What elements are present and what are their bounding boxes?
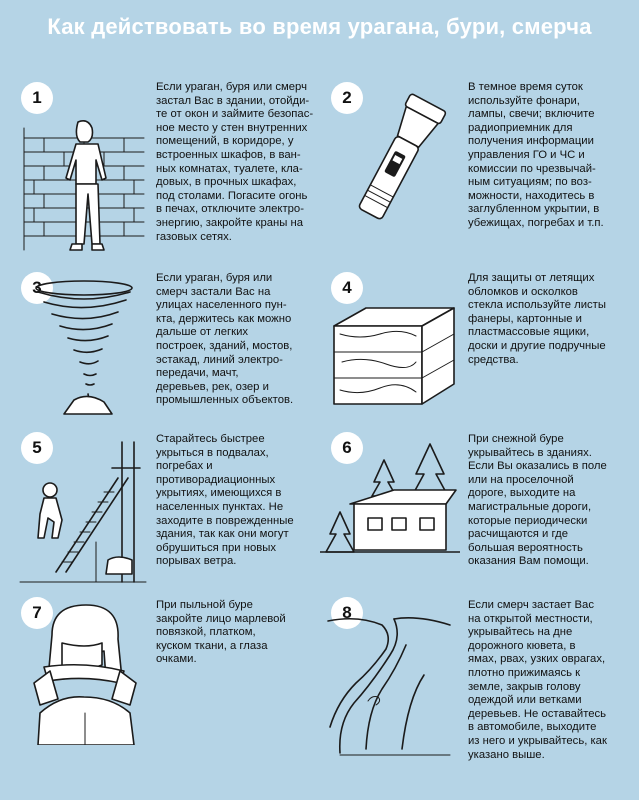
snowy-house-icon <box>320 440 460 558</box>
item-number: 2 <box>331 82 363 114</box>
ravine-icon <box>324 605 456 761</box>
item-number: 1 <box>21 82 53 114</box>
item-text: Если ураган, буря или смерч застал Вас в здании, отойди- те от окон и займите безопас- ное место у стен внутренних помещений, в коридоре, у встроенных шкафов, в ван- ных комнатах, туалете, кла- довых, в прочных шкафах, под столами. Погасите огонь в печах, отключите электро- энергию, закройте краны на газовых сетях. <box>156 81 314 243</box>
item-text: Для защиты от летящих обломков и осколков стекла используйте листы фанеры, картонные и пластмассовые ящики, доски и другие подручные средства. <box>468 272 606 366</box>
wooden-box-icon <box>330 302 460 412</box>
item-number: 6 <box>331 432 363 464</box>
page-title: Как действовать во время урагана, бури, смерча <box>47 14 592 39</box>
item-text: Если смерч застает Вас на открытой местности, укрывайтесь на дне дорожного кювета, в ямах, рвах, узких оврагах, плотно прижимаясь к земле, закрыв голову одеждой или ветками деревьев. Не оставайтесь в автомобиле, выходите из него и укрывайтесь, как указано выше. <box>468 599 607 761</box>
item-number: 7 <box>21 597 53 629</box>
woman-covering-face-icon <box>30 603 140 745</box>
item-number: 8 <box>331 597 363 629</box>
tornado-icon <box>28 278 144 418</box>
flashlight-icon <box>336 90 456 232</box>
item-text: При снежной буре укрывайтесь в зданиях. Если Вы оказались в поле или на проселочной дороге, выходите на магистральные дороги, которые периодически расчищаются и где большая вероятность оказания Вам помощи. <box>468 433 607 568</box>
man-by-brick-wall-icon <box>20 118 148 258</box>
item-number: 4 <box>331 272 363 304</box>
item-text: Если ураган, буря или смерч застали Вас на улицах населенного пун- кта, держитесь как можно дальше от легких построек, зданий, мостов, эстакад, линий электро- передачи, мачт, деревьев, рек, озер и промышленных объектов. <box>156 272 294 407</box>
item-number: 3 <box>21 272 53 304</box>
item-text: В темное время суток используйте фонари, лампы, свечи; включите радиоприемник для получения информации управления ГО и ЧС и комиссии по чрезвычай- ным ситуациям; по воз- можности, находитесь в заглубленном укрытии, в убежищах, погребах и т.п. <box>468 81 604 229</box>
item-number: 5 <box>21 432 53 464</box>
item-text: При пыльной буре закройте лицо марлевой повязкой, платком, куском ткани, а глаза очками. <box>156 599 286 666</box>
item-text: Старайтесь быстрее укрыться в подвалах, погребах и противорадиационных укрытиях, имеющихся в населенных пунктах. Не заходите в поврежденные здания, так как они могут обрушиться при новых порывах ветра. <box>156 433 294 568</box>
person-on-stairs-icon <box>16 438 150 586</box>
